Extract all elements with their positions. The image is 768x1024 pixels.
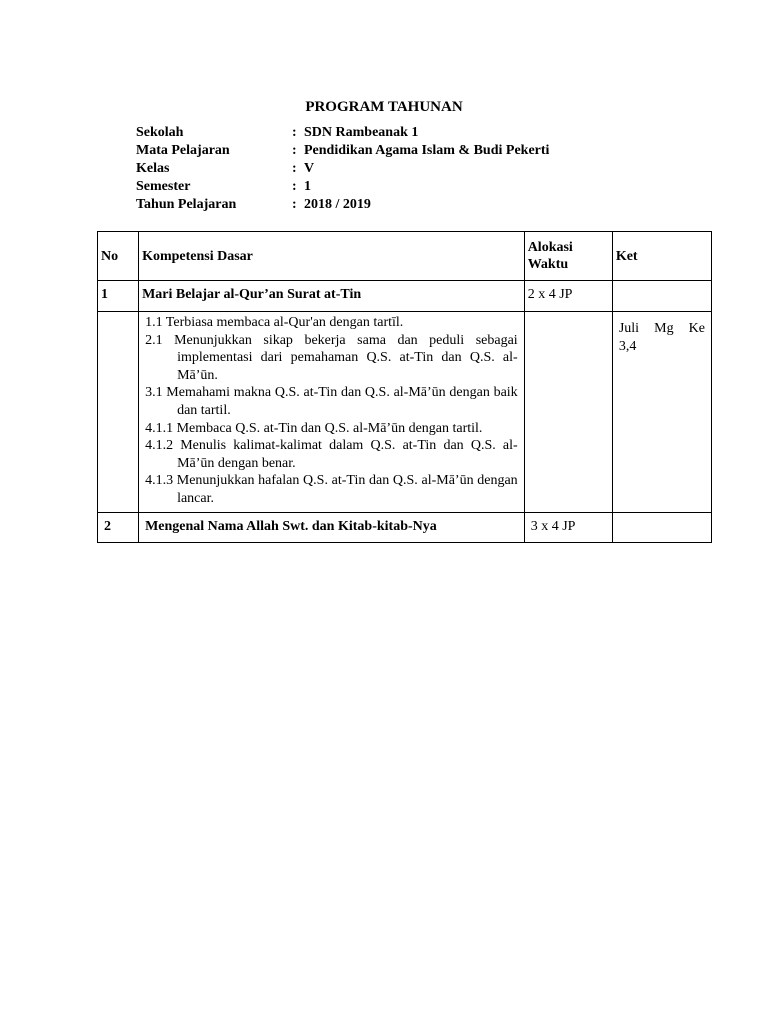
ket-note: 3,4	[618, 339, 637, 354]
header-ket: Ket	[612, 232, 711, 281]
ket-note: Juli Mg Ke	[618, 321, 705, 336]
header-kompetensi-dasar: Kompetensi Dasar	[139, 232, 525, 281]
info-label: Sekolah	[136, 125, 184, 140]
table-row	[98, 512, 712, 542]
header-alokasi-waktu: Alokasi Waktu	[524, 232, 612, 281]
table-row	[98, 281, 712, 312]
program-table	[97, 231, 712, 543]
header-no: No	[98, 232, 139, 281]
info-value: SDN Rambeanak 1	[304, 125, 419, 140]
info-value: V	[304, 161, 315, 176]
info-row-mata-pelajaran	[136, 142, 549, 160]
list-item: 4.1.1 Membaca Q.S. at-Tin dan Q.S. al-Mā’ūn dengan tartil.	[145, 420, 483, 436]
list-item: 4.1.2 Menulis kalimat-kalimat dalam Q.S. at-Tin dan Q.S. al-Mā’ūn dengan benar.	[145, 438, 518, 471]
row-number: 1	[98, 281, 139, 312]
chapter-title: Mengenal Nama Allah Swt. dan Kitab-kitab-Nya	[139, 512, 525, 542]
table-row	[98, 312, 712, 513]
ket-cell	[612, 281, 711, 312]
info-label: Tahun Pelajaran	[136, 197, 237, 212]
info-row-tahun-pelajaran	[136, 196, 549, 214]
info-label: Mata Pelajaran	[136, 143, 230, 158]
table-header-row	[98, 232, 712, 281]
ket-cell	[612, 512, 711, 542]
info-row-sekolah	[136, 124, 549, 142]
info-colon: :	[292, 179, 297, 194]
row-number	[98, 312, 139, 513]
list-item: 1.1 Terbiasa membaca al-Qur'an dengan tartīl.	[145, 315, 404, 330]
competency-list	[139, 312, 525, 513]
info-label: Semester	[136, 179, 191, 194]
info-row-kelas	[136, 160, 549, 178]
info-value: Pendidikan Agama Islam & Budi Pekerti	[304, 143, 550, 158]
info-value: 1	[304, 179, 311, 194]
list-item: 3.1 Memahami makna Q.S. at-Tin dan Q.S. al-Mā’ūn dengan baik dan tartil.	[145, 385, 518, 418]
info-label: Kelas	[136, 161, 170, 176]
row-number: 2	[98, 512, 139, 542]
document-title: PROGRAM TAHUNAN	[305, 99, 463, 115]
info-block	[136, 124, 549, 214]
time-allocation	[524, 312, 612, 513]
time-allocation: 3 x 4 JP	[524, 512, 612, 542]
list-item: 4.1.3 Menunjukkan hafalan Q.S. at-Tin dan Q.S. al-Mā’ūn dengan lancar.	[145, 473, 518, 506]
info-colon: :	[292, 197, 297, 212]
time-allocation: 2 x 4 JP	[524, 281, 612, 312]
info-colon: :	[292, 161, 297, 176]
info-value: 2018 / 2019	[304, 197, 371, 212]
list-item: 2.1 Menunjukkan sikap bekerja sama dan peduli sebagai implementasi dari pemahaman Q.S. at-Tin dan Q.S. al-Mā’ūn.	[145, 332, 518, 383]
info-colon: :	[292, 143, 297, 158]
ket-cell	[612, 312, 711, 513]
chapter-title: Mari Belajar al-Qur’an Surat at-Tin	[139, 281, 525, 312]
info-row-semester	[136, 178, 549, 196]
info-colon: :	[292, 125, 297, 140]
